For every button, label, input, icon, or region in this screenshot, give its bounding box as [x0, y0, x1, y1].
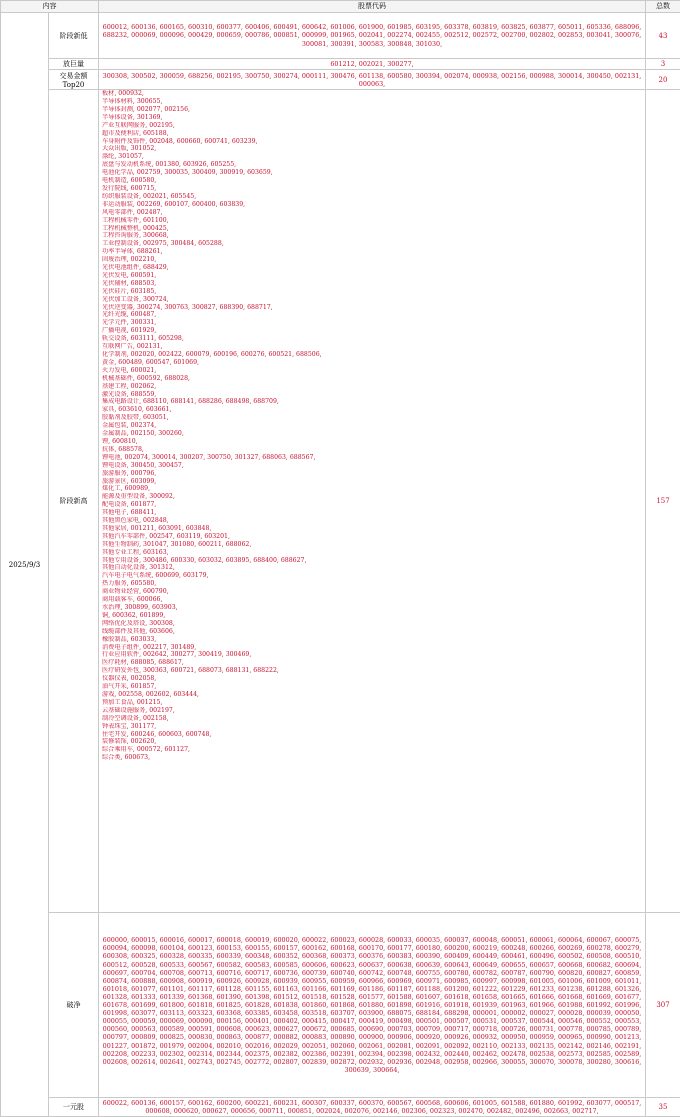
header-content: 内容 — [1, 1, 99, 13]
total-one-yuan: 35 — [646, 1098, 680, 1117]
industry-item: 铜, 600362, 601899, — [102, 612, 642, 620]
row-one-yuan — [1, 1098, 680, 1117]
label-stage-new-low: 阶段新低 — [49, 13, 99, 59]
industry-item: 游戏, 002558, 002602, 603444, — [102, 691, 642, 699]
industry-item: 水治理, 300899, 603903, — [102, 604, 642, 612]
total-stage-new-low: 43 — [646, 13, 680, 59]
industry-list — [99, 90, 646, 913]
industry-item: 光伏发电, 600591, — [102, 272, 642, 280]
industry-item: 半导体材料, 300655, — [102, 98, 642, 106]
industry-item: 互联网广告, 002131, — [102, 343, 642, 351]
industry-item: 涤纶, 301057, — [102, 153, 642, 161]
header-codes: 股票代码 — [99, 1, 646, 13]
industry-item: 电池化学品, 002759, 300035, 300409, 300919, 603659, — [102, 169, 642, 177]
industry-item: 消费电子组件, 002217, 301489, — [102, 644, 642, 652]
total-turnover-top20: 20 — [646, 70, 680, 90]
industry-item: 胶黏剂及胶带, 603051, — [102, 414, 642, 422]
industry-item: 医疗耗材, 688085, 688617, — [102, 659, 642, 667]
industry-item: 半导体封测, 002077, 002156, — [102, 106, 642, 114]
industry-item: 综合类, 600673, — [102, 754, 642, 762]
industry-item: 车身附件及饰件, 002048, 600660, 600741, 603239, — [102, 138, 642, 146]
industry-item: 产业互联网服务, 002195, — [102, 122, 642, 130]
industry-item: 其他汽车零部件, 002547, 603119, 603201, — [102, 533, 642, 541]
row-stage-new-high — [1, 90, 680, 913]
industry-item: 煤化工, 600989, — [102, 485, 642, 493]
industry-item: 油气开采, 601857, — [102, 683, 642, 691]
industry-item: 工业控制设备, 002975, 300484, 605288, — [102, 240, 642, 248]
label-turnover-top20: 交易金额Top20 — [49, 70, 99, 90]
industry-item: 火力发电, 600021, — [102, 367, 642, 375]
industry-item: 抗体, 688578, — [102, 446, 642, 454]
label-one-yuan: 一元股 — [49, 1098, 99, 1117]
row-break-net — [1, 913, 680, 1098]
industry-item: 旅游景区, 603099, — [102, 478, 642, 486]
industry-item: 锂电池, 002074, 300014, 300207, 300750, 301327, 688063, 688567, — [102, 454, 642, 462]
industry-item: 商业物业经营, 600790, — [102, 588, 642, 596]
industry-item: 纺织服装设备, 002021, 605545, — [102, 193, 642, 201]
industry-item: 底盘与发动机系统, 001380, 603926, 605255, — [102, 161, 642, 169]
industry-item: 橡胶制品, 603033, — [102, 636, 642, 644]
industry-item: 网络优化及塔设, 300308, — [102, 620, 642, 628]
industry-item: 光学元件, 300331, — [102, 319, 642, 327]
industry-item: 工程咨询服务, 300668, — [102, 232, 642, 240]
industry-item: 化学制剂, 002020, 002422, 600079, 600196, 600276, 600521, 688506, — [102, 351, 642, 359]
industry-item: 配电设备, 601877, — [102, 501, 642, 509]
industry-item: 广播电视, 601929, — [102, 327, 642, 335]
industry-item: 电机制造, 600580, — [102, 177, 642, 185]
industry-item: 医疗研发外包, 300363, 600721, 688073, 688131, 688222, — [102, 667, 642, 675]
industry-item: 装修装饰, 002620, — [102, 738, 642, 746]
row-turnover-top20 — [1, 70, 680, 90]
label-stage-new-high: 阶段新高 — [49, 90, 99, 913]
industry-item: 住宅开发, 600246, 600603, 600748, — [102, 731, 642, 739]
industry-item: 预加工食品, 001215, — [102, 699, 642, 707]
industry-item: 光伏逆变器, 300274, 300763, 300827, 688390, 688717, — [102, 304, 642, 312]
industry-item: 商用载客车, 600066, — [102, 596, 642, 604]
industry-item: 能源及重型设备, 300092, — [102, 493, 642, 501]
industry-item: 其他生物制药, 301047, 301080, 600211, 688062, — [102, 541, 642, 549]
industry-item: 其他家居, 001211, 603091, 603848, — [102, 525, 642, 533]
codes-turnover-top20: 300308, 300502, 300059, 688256, 002195, 300750, 300274, 000111, 300476, 601138, 600580, 300394, 002074, 000938, 002156, 000988, 300014, 300450, 002131, 000063, — [99, 70, 646, 90]
row-volume-spike — [1, 59, 680, 70]
industry-item: 集成电路设计, 688110, 688141, 688286, 688498, 688709, — [102, 398, 642, 406]
label-break-net: 破净 — [49, 913, 99, 1098]
codes-stage-new-low: 600012, 600136, 600165, 600310, 600377, 600406, 600491, 600642, 601006, 601900, 601985, 603195, 603378, 603819, 603825, 603877, 605011, 605336, 688096, 688232, 000069, 000096, 000429, 000659, 000786, 000851, 000999, 001965, 002041, 002274, 002455, 002512, 002572, 002700, 002802, 002853, 003041, 300076, 300081, 300391, 300583, 300848, 301030, — [99, 13, 646, 59]
codes-one-yuan: 600022, 600136, 600157, 600162, 600200, 600221, 600231, 600307, 600337, 600370, 600567, 600568, 600606, 601005, 601588, 601880, 601992, 603077, 000517, 000608, 000620, 000627, 000656, 000711, 000851, 002024, 002076, 002146, 002306, 002323, 002470, 002482, 002496, 002663, 002717, — [99, 1098, 646, 1117]
label-volume-spike: 放巨量 — [49, 59, 99, 70]
industry-item: 机械基础件, 600592, 688028, — [102, 375, 642, 383]
header-total: 总数 — [646, 1, 680, 13]
header-row — [1, 1, 680, 13]
industry-item: 其他专业工程, 603163, — [102, 549, 642, 557]
industry-item: 光伏辅材, 688503, — [102, 280, 642, 288]
industry-item: 功率半导体, 688261, — [102, 248, 642, 256]
industry-item: 工程机械零件, 601100, — [102, 217, 642, 225]
industry-item: 仪器仪表, 002058, — [102, 675, 642, 683]
industry-item: 光伏电池组件, 688429, — [102, 264, 642, 272]
total-stage-new-high: 157 — [646, 90, 680, 913]
industry-item: 汽车电子电气系统, 600699, 603179, — [102, 572, 642, 580]
industry-item: 锂, 600810, — [102, 438, 642, 446]
industry-item: 光纤光缆, 600487, — [102, 311, 642, 319]
industry-item: 家具, 603610, 603661, — [102, 406, 642, 414]
industry-item: 综合乘用车, 000572, 601127, — [102, 746, 642, 754]
date-cell: 2025/9/3 — [1, 13, 49, 1117]
industry-item: 其他自动化设备, 301312, — [102, 564, 642, 572]
industry-item: 金属制品, 002150, 300260, — [102, 430, 642, 438]
industry-item: 激光设备, 688559, — [102, 391, 642, 399]
industry-item: 风电零部件, 002487, — [102, 209, 642, 217]
industry-item: 基建工程, 002062, — [102, 383, 642, 391]
industry-item: 发行院线, 600715, — [102, 185, 642, 193]
industry-item: 光伏硅片, 603185, — [102, 288, 642, 296]
total-break-net: 307 — [646, 913, 680, 1098]
industry-item: 制冷空调设备, 002158, — [102, 715, 642, 723]
industry-item: 其他黑色家电, 002848, — [102, 517, 642, 525]
industry-item: 其他电子, 688411, — [102, 509, 642, 517]
total-volume-spike: 3 — [646, 59, 680, 70]
row-stage-new-low — [1, 13, 680, 59]
codes-volume-spike: 601212, 002021, 300277, — [99, 59, 646, 70]
industry-item: 工程机械整机, 000425, — [102, 225, 642, 233]
industry-item: 旅游服务, 000796, — [102, 470, 642, 478]
industry-item: 线缆部件及其他, 603606, — [102, 628, 642, 636]
industry-item: 云基础设施服务, 002197, — [102, 707, 642, 715]
codes-break-net: 600000, 600015, 600016, 600017, 600018, 600019, 600020, 600022, 600023, 600028, 600033, 600035, 600037, 600048, 600051, 600061, 600064, 600067, 600075, 600094, 600098, 600104, 600123, 600153, 600155, 600157, 600162, 600168, 600170, 600177, 600180, 600200, 600219, 600248, 600266, 600269, 600278, 600279, 600308, 600325, 600328, 600335, 600339, 600348, 600352, 600368, 600373, 600376, 600383, 600390, 600409, 600449, 600461, 600496, 600502, 600508, 600510, 600512, 600528, 600533, 600567, 600582, 600583, 600585, 600606, 600623, 600637, 600638, 600639, 600643, 600649, 600655, 600657, 600668, 600682, 600694, 600697, 600704, 600708, 600713, 600716, 600717, 600736, 600739, 600740, 600742, 600748, 600755, 600780, 600782, 600787, 600790, 600820, 600827, 600859, 600874, 600888, 600908, 600919, 600926, 600928, 600939, 600955, 600959, 600966, 600969, 600971, 600985, 600997, 600998, 601005, 601006, 601009, 601011, 601018, 601077, 601101, 601117, 601128, 601155, 601163, 601166, 601169, 601186, 601187, 601188, 601200, 601222, 601229, 601233, 601238, 601288, 601326, 601328, 601333, 601339, 601368, 601390, 601398, 601512, 601518, 601528, 601577, 601588, 601607, 601618, 601658, 601665, 601666, 601668, 601669, 601677, 601678, 601699, 601800, 601818, 601825, 601828, 601838, 601860, 601868, 601880, 601898, 601916, 601918, 601939, 601963, 601966, 601988, 601992, 601996, 601998, 603077, 603113, 603323, 603368, 603385, 603458, 603518, 603707, 603900, 688075, 688184, 688298, 000001, 000002, 000027, 000028, 000039, 000050, 000055, 000059, 000069, 000090, 000156, 000401, 000402, 000415, 000417, 000419, 000498, 000501, 000507, 000531, 000537, 000544, 000546, 000552, 000553, 000560, 000563, 000589, 000591, 000608, 000623, 000627, 000672, 000685, 000690, 000703, 000709, 000717, 000718, 000726, 000731, 000778, 000785, 000789, 000797, 000809, 000825, 000830, 000863, 000877, 000882, 000883, 000890, 000900, 000906, 000920, 000926, 000932, 000950, 000959, 000965, 000990, 001213, 001227, 001872, 001979, 002004, 002010, 002016, 002029, 002051, 002060, 002061, 002081, 002091, 002092, 002110, 002133, 002135, 002142, 002146, 002191, 002208, 002233, 002302, 002314, 002344, 002375, 002382, 002386, 002391, 002394, 002398, 002432, 002440, 002462, 002478, 002538, 002573, 002585, 002589, 002608, 002614, 002641, 002743, 002745, 002772, 002807, 002839, 002872, 002932, 002936, 002948, 002958, 002966, 300055, 300070, 300078, 300280, 300616, 300639, 300664, — [99, 913, 646, 1098]
industry-item: 板材, 000932, — [102, 90, 642, 98]
industry-item: 金属包装, 002374, — [102, 422, 642, 430]
industry-item: 大众出版, 301052, — [102, 145, 642, 153]
industry-item: 固废治理, 002210, — [102, 256, 642, 264]
industry-item: 轨交设备, 603111, 605298, — [102, 335, 642, 343]
industry-item: 非运动服装, 002269, 600107, 600400, 603839, — [102, 201, 642, 209]
industry-item: 锂电设备, 300450, 300457, — [102, 462, 642, 470]
industry-item: 钟表珠宝, 301177, — [102, 723, 642, 731]
industry-item: 超市及便利店, 605188, — [102, 130, 642, 138]
industry-item: 行业应用软件, 002642, 300277, 300419, 300469, — [102, 651, 642, 659]
industry-item: 热力服务, 605580, — [102, 580, 642, 588]
industry-item: 黄金, 600489, 600547, 601069, — [102, 359, 642, 367]
industry-item: 半导体设备, 301369, — [102, 114, 642, 122]
industry-item: 光伏加工设备, 300724, — [102, 296, 642, 304]
industry-item: 其他专用设备, 300486, 600330, 603032, 603895, 688400, 688627, — [102, 557, 642, 565]
